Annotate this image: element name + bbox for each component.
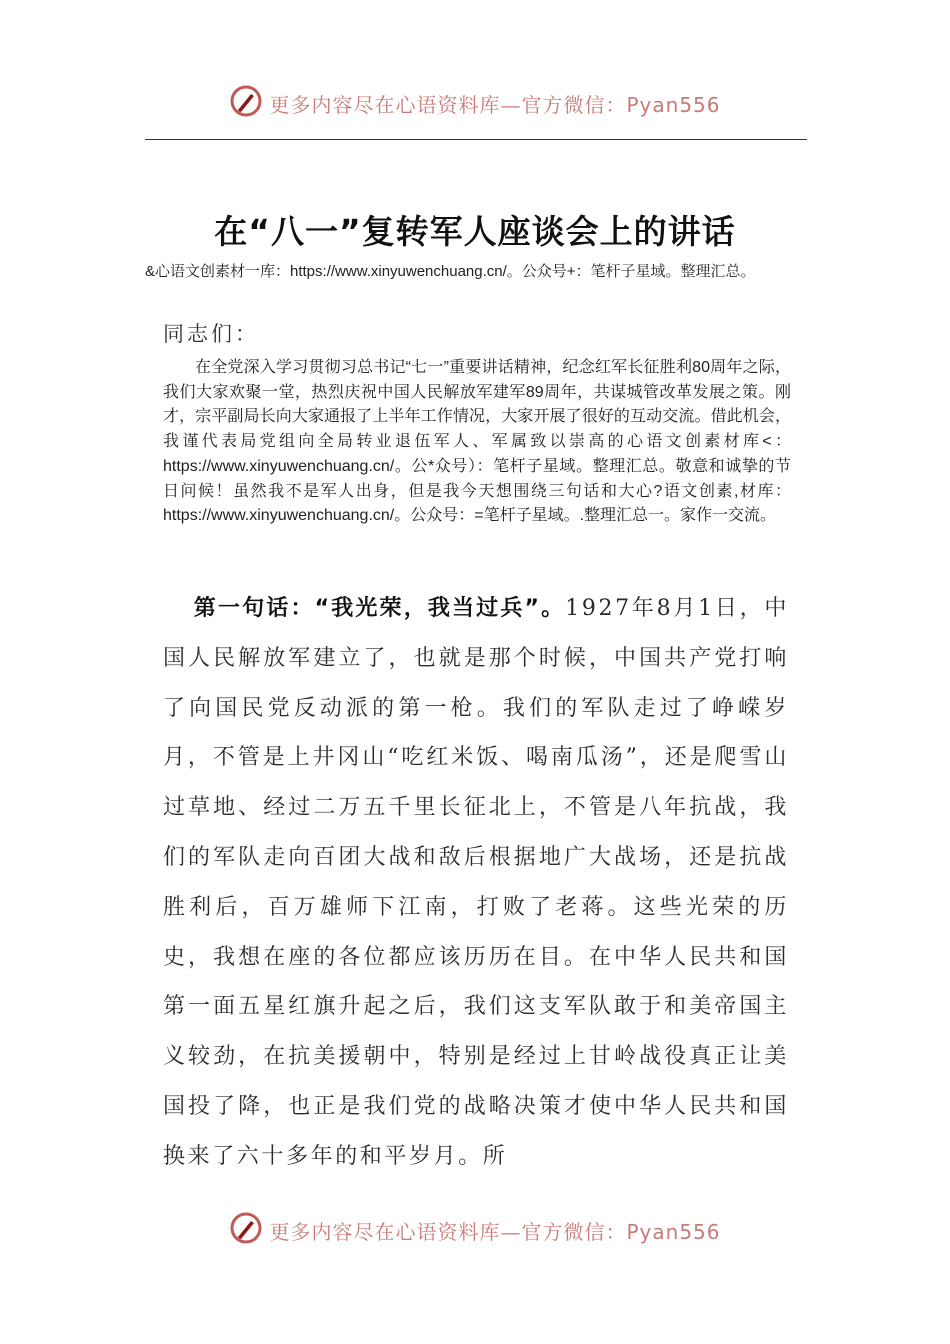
section-paragraph <box>163 584 789 1182</box>
pen-circle-icon <box>229 1211 269 1249</box>
header-wechat-id: Pyan556 <box>626 92 721 117</box>
footer-brand-bar <box>0 1210 950 1250</box>
document-title: 在“八一”复转军人座谈会上的讲话 <box>214 212 736 251</box>
header-brand-text: 更多内容尽在心语资料库—官方微信：Pyan556 <box>269 92 721 117</box>
header-brand-bar <box>0 83 950 123</box>
header-divider <box>145 139 807 140</box>
greeting: 同志们： <box>163 322 259 346</box>
footer-wechat-id: Pyan556 <box>626 1219 721 1244</box>
pen-circle-icon <box>229 84 269 122</box>
source-note: &心语文创素材一库：https://www.xinyuwenchuang.cn/。公众号+：笔杆子星域。整理汇总。 <box>145 263 756 280</box>
section-lead: 第一句话：“我光荣，我当过兵”。 <box>193 596 566 621</box>
intro-paragraph: 在全党深入学习贯彻习总书记“七一”重要讲话精神，纪念红军长征胜利80周年之际，我们大家欢聚一堂，热烈庆祝中国人民解放军建军89周年，共谋城管改革发展之策。刚才，宗平副局长向大家通报了上半年工作情况，大家开展了很好的互动交流。借此机会，我谨代表局党组向全局转业退伍军人、军属致以崇高的心语文创素材库<：https://www.xinyuwenchuang.cn/。公*众号）：笔杆子星域。整理汇总。敬意和诚挚的节日问候！虽然我不是军人出身，但是我今天想围绕三句话和大心?语文创素,材库：https://www.xinyuwenchuang.cn/。公众号：=笔杆子星域。.整理汇总一。家作一交流。 <box>163 359 791 525</box>
section-body: 1927年8月1日，中国人民解放军建立了，也就是那个时候，中国共产党打响了向国民党反动派的第一枪。我们的军队走过了峥嵘岁月，不管是上井冈山“吃红米饭、喝南瓜汤”，还是爬雪山过草地、经过二万五千里长征北上，不管是八年抗战，我们的军队走向百团大战和敌后根据地广大战场，还是抗战胜利后，百万雄师下江南，打败了老蒋。这些光荣的历史，我想在座的各位都应该历历在目。在中华人民共和国第一面五星红旗升起之后，我们这支军队敢于和美帝国主义较劲，在抗美援朝中，特别是经过上甘岭战役真正让美国投了降，也正是我们党的战略决策才使中华人民共和国换来了六十多年的和平岁月。所 <box>163 596 789 1169</box>
footer-brand-text: 更多内容尽在心语资料库—官方微信：Pyan556 <box>269 1219 721 1244</box>
